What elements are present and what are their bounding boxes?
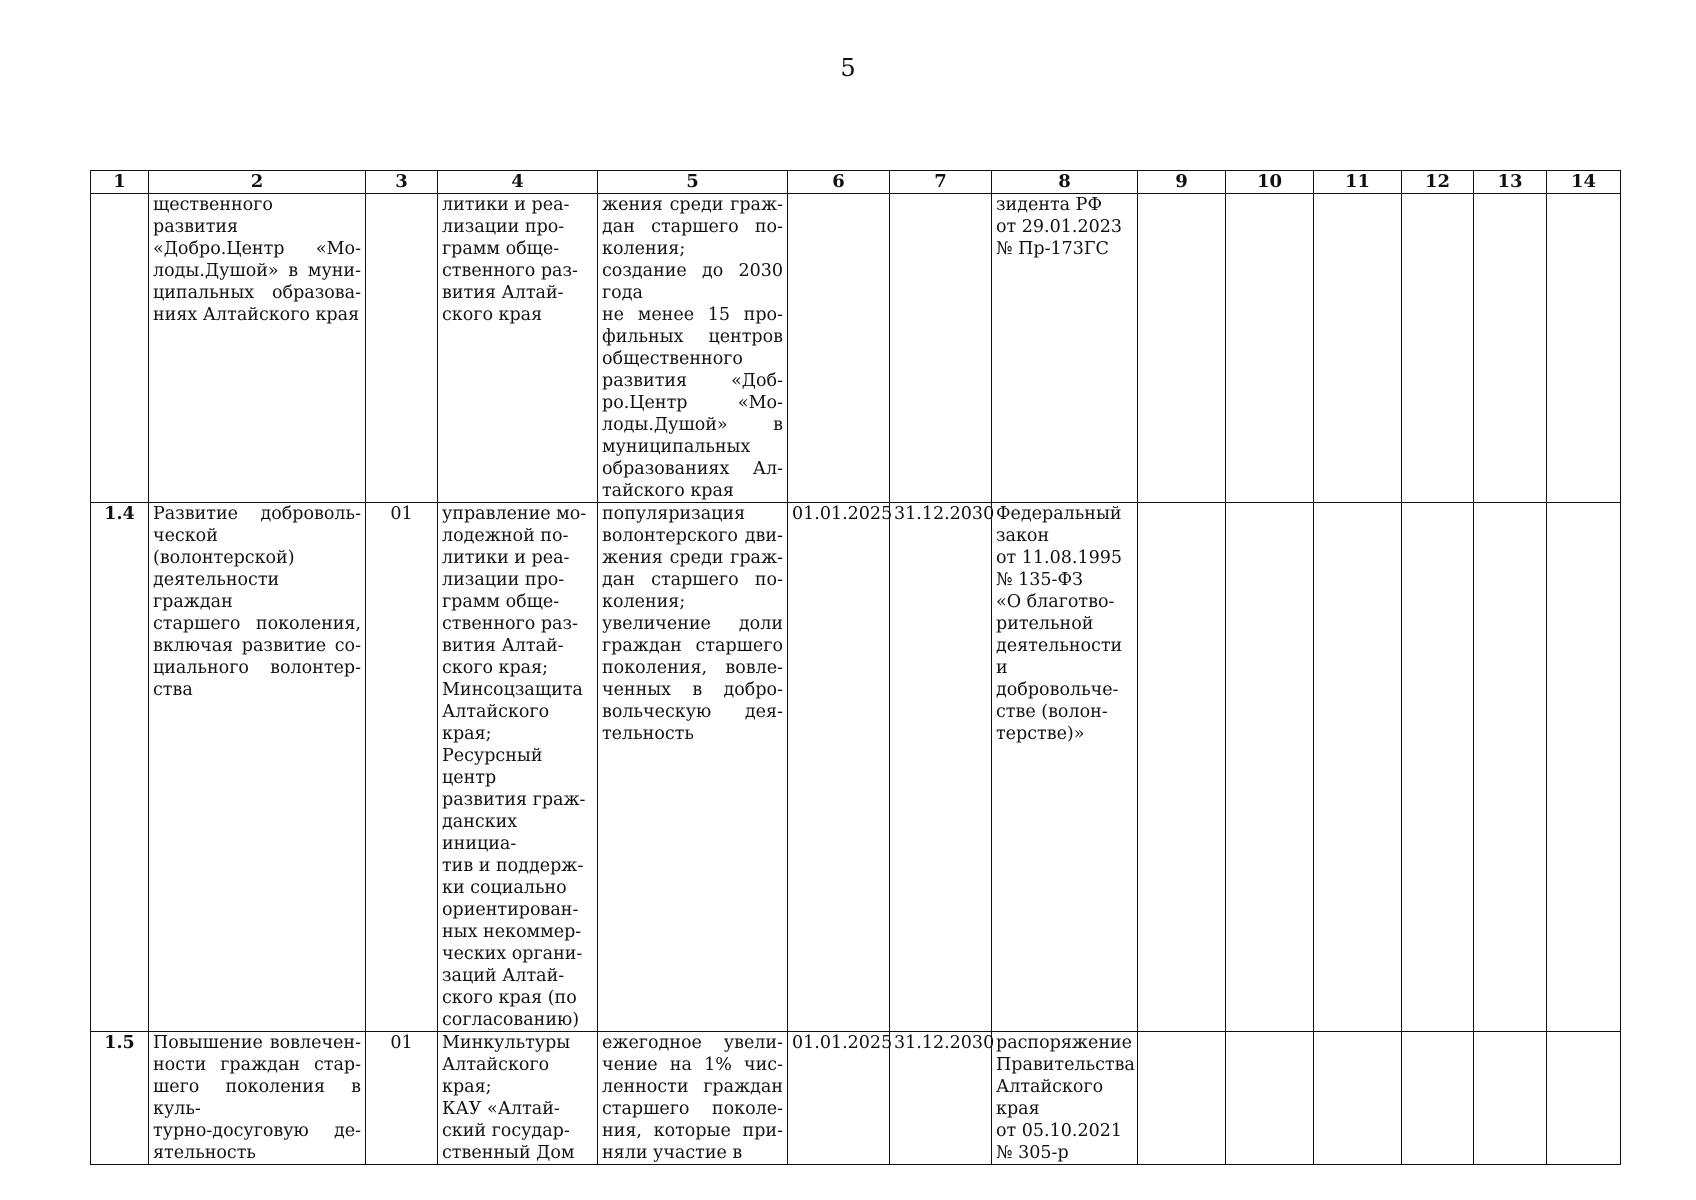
measure-name-line: ципальных образова- (153, 283, 361, 303)
legal-basis-line: Правительства (996, 1055, 1135, 1075)
legal-basis-line: от 05.10.2021 (996, 1121, 1122, 1141)
measure-name-line: «Добро.Центр «Мо- (153, 239, 361, 259)
legal-basis-line: распоряжение (996, 1033, 1133, 1053)
legal-basis-line: Алтайского (996, 1077, 1104, 1097)
expected-result-line: развития «Доб- (602, 371, 783, 391)
measure-name-line: щественного развития (153, 195, 273, 237)
expected-result-line: дан старшего по- (602, 570, 783, 590)
expected-result-line: волонтерского дви- (602, 526, 783, 546)
expected-result-line: дан старшего по- (602, 217, 783, 237)
legal-basis-line: закон (996, 526, 1050, 546)
expected-result-line: коления; (602, 592, 686, 612)
executor-line: ки социально (442, 878, 567, 898)
legal-basis-line: № 135-ФЗ (996, 570, 1083, 590)
measure-name-line: ства (153, 680, 193, 700)
column-9-cell (1138, 503, 1226, 1032)
executor-line: ственный Дом (442, 1143, 575, 1163)
column-11-cell (1314, 1032, 1402, 1165)
column-number-header-row (91, 171, 1621, 194)
expected-result-line: жения среди граж- (602, 195, 783, 215)
column-13-cell (1474, 194, 1547, 503)
measure-name-line: турно-досуговую де- (153, 1121, 361, 1141)
expected-result-line: увеличение доли (602, 614, 783, 634)
expected-result-line: не менее 15 про- (602, 305, 783, 325)
measure-name (149, 503, 366, 1032)
measure-code: 01 (366, 503, 438, 1032)
executor-line: края; (442, 724, 492, 744)
expected-result-line: ежегодное увели- (602, 1033, 783, 1053)
legal-basis (992, 194, 1138, 503)
expected-result-line: ро.Центр «Мо- (602, 393, 783, 413)
executor-line: Алтайского (442, 1055, 550, 1075)
expected-result-line: ленности граждан (602, 1077, 783, 1097)
column-12-cell (1402, 503, 1474, 1032)
start-date: 01.01.2025 (788, 503, 890, 1032)
column-11-cell (1314, 503, 1402, 1032)
expected-result (598, 1032, 788, 1165)
executor-line: вития Алтай- (442, 636, 564, 656)
legal-basis-line: деятельности и (996, 636, 1123, 678)
column-header-5: 5 (598, 171, 788, 194)
column-14-cell (1547, 503, 1621, 1032)
expected-result-line: тайского края (602, 481, 734, 501)
legal-basis-line: стве (волон- (996, 702, 1108, 722)
table-row (91, 503, 1621, 1032)
table-row (91, 194, 1621, 503)
executor-line: ского края (по (442, 988, 577, 1008)
measure-name-line: циального волонтер- (153, 658, 361, 678)
executor-line: заций Алтай- (442, 966, 565, 986)
measure-name-line: включая развитие со- (153, 636, 361, 656)
end-date (890, 194, 992, 503)
column-header-7: 7 (890, 171, 992, 194)
end-date: 31.12.2030 (890, 1032, 992, 1165)
plan-table (90, 170, 1621, 1165)
executor-line: литики и реа- (442, 548, 570, 568)
expected-result (598, 194, 788, 503)
row-number: 1.4 (91, 503, 149, 1032)
expected-result-line: граждан старшего (602, 636, 783, 656)
legal-basis-line: зидента РФ (996, 195, 1102, 215)
measure-name-line: шего поколения в куль- (153, 1077, 361, 1119)
executor-line: Алтайского (442, 702, 550, 722)
measure-name-line: деятельности граждан (153, 570, 280, 612)
legal-basis-line: края (996, 1099, 1040, 1119)
expected-result-line: популяризация (602, 504, 746, 524)
executor-line: Минсоцзащита (442, 680, 583, 700)
legal-basis-line: терстве)» (996, 724, 1085, 744)
measure-name (149, 1032, 366, 1165)
start-date (788, 194, 890, 503)
legal-basis-line: рительной (996, 614, 1094, 634)
measure-name-line: Развитие доброволь- (153, 504, 361, 524)
column-header-3: 3 (366, 171, 438, 194)
executor (438, 503, 598, 1032)
measure-name-line: старшего поколения, (153, 614, 361, 634)
table-row (91, 1032, 1621, 1165)
executor-line: ческих органи- (442, 944, 583, 964)
column-header-11: 11 (1314, 171, 1402, 194)
expected-result-line: жения среди граж- (602, 548, 783, 568)
expected-result-line: фильных центров (602, 327, 783, 347)
expected-result-line: создание до 2030 года (602, 261, 783, 303)
executor-line: лизации про- (442, 570, 565, 590)
legal-basis-line: от 29.01.2023 (996, 217, 1122, 237)
column-12-cell (1402, 1032, 1474, 1165)
legal-basis-line: от 11.08.1995 (996, 548, 1122, 568)
expected-result-line: ченных в добро- (602, 680, 783, 700)
expected-result-line: старшего поколе- (602, 1099, 783, 1119)
executor-line: согласованию) (442, 1010, 580, 1030)
column-10-cell (1226, 194, 1314, 503)
column-header-10: 10 (1226, 171, 1314, 194)
expected-result-line: няли участие в (602, 1143, 743, 1163)
executor-line: ственного раз- (442, 614, 578, 634)
executor-line: вития Алтай- (442, 283, 564, 303)
executor-line: данских инициа- (442, 812, 518, 854)
column-12-cell (1402, 194, 1474, 503)
legal-basis (992, 503, 1138, 1032)
column-11-cell (1314, 194, 1402, 503)
expected-result-line: чение на 1% чис- (602, 1055, 783, 1075)
column-10-cell (1226, 1032, 1314, 1165)
expected-result-line: вольческую дея- (602, 702, 783, 722)
executor-line: управление мо- (442, 504, 587, 524)
executor-line: ский государ- (442, 1121, 570, 1141)
column-14-cell (1547, 194, 1621, 503)
measure-name-line: ности граждан стар- (153, 1055, 361, 1075)
column-9-cell (1138, 1032, 1226, 1165)
executor-line: литики и реа- (442, 195, 570, 215)
executor-line: тив и поддерж- (442, 856, 584, 876)
executor-line: грамм обще- (442, 239, 560, 259)
executor-line: ского края (442, 305, 543, 325)
executor-line: лизации про- (442, 217, 565, 237)
executor (438, 194, 598, 503)
expected-result (598, 503, 788, 1032)
legal-basis-line: № Пр-173ГС (996, 239, 1109, 259)
table-body (91, 194, 1621, 1165)
executor-line: Ресурсный центр (442, 746, 543, 788)
column-9-cell (1138, 194, 1226, 503)
page-number: 5 (840, 54, 856, 82)
measure-name-line: лоды.Душой» в муни- (153, 261, 361, 281)
expected-result-line: лоды.Душой» в (602, 415, 783, 435)
legal-basis-line: «О благотво- (996, 592, 1115, 612)
column-header-12: 12 (1402, 171, 1474, 194)
column-header-1: 1 (91, 171, 149, 194)
executor-line: ориентирован- (442, 900, 579, 920)
row-number (91, 194, 149, 503)
column-13-cell (1474, 1032, 1547, 1165)
expected-result-line: образованиях Ал- (602, 459, 783, 479)
executor-line: ных некоммер- (442, 922, 582, 942)
measure-name-line: ниях Алтайского края (153, 305, 360, 325)
executor-line: лодежной по- (442, 526, 569, 546)
legal-basis (992, 1032, 1138, 1165)
column-header-8: 8 (992, 171, 1138, 194)
row-number: 1.5 (91, 1032, 149, 1165)
executor-line: Минкультуры (442, 1033, 571, 1053)
column-header-14: 14 (1547, 171, 1621, 194)
column-header-4: 4 (438, 171, 598, 194)
measure-name-line: Повышение вовлечен- (153, 1033, 361, 1053)
legal-basis-line: № 305-р (996, 1143, 1069, 1163)
column-header-2: 2 (149, 171, 366, 194)
measure-name-line: ятельность (153, 1143, 256, 1163)
executor (438, 1032, 598, 1165)
executor-line: ского края; (442, 658, 549, 678)
executor-line: КАУ «Алтай- (442, 1099, 560, 1119)
legal-basis-line: добровольче- (996, 680, 1119, 700)
expected-result-line: тельность (602, 724, 694, 744)
column-13-cell (1474, 503, 1547, 1032)
expected-result-line: коления; (602, 239, 686, 259)
executor-line: края; (442, 1077, 492, 1097)
measure-code (366, 194, 438, 503)
executor-line: развития граж- (442, 790, 586, 810)
start-date: 01.01.2025 (788, 1032, 890, 1165)
column-14-cell (1547, 1032, 1621, 1165)
expected-result-line: муниципальных (602, 437, 751, 457)
end-date: 31.12.2030 (890, 503, 992, 1032)
measure-code: 01 (366, 1032, 438, 1165)
executor-line: грамм обще- (442, 592, 560, 612)
column-header-6: 6 (788, 171, 890, 194)
column-header-9: 9 (1138, 171, 1226, 194)
expected-result-line: общественного (602, 349, 743, 369)
column-header-13: 13 (1474, 171, 1547, 194)
expected-result-line: поколения, вовле- (602, 658, 783, 678)
measure-name-line: ческой (волонтерской) (153, 526, 295, 568)
expected-result-line: ния, которые при- (602, 1121, 783, 1141)
measure-name (149, 194, 366, 503)
column-10-cell (1226, 503, 1314, 1032)
executor-line: ственного раз- (442, 261, 578, 281)
legal-basis-line: Федеральный (996, 504, 1122, 524)
